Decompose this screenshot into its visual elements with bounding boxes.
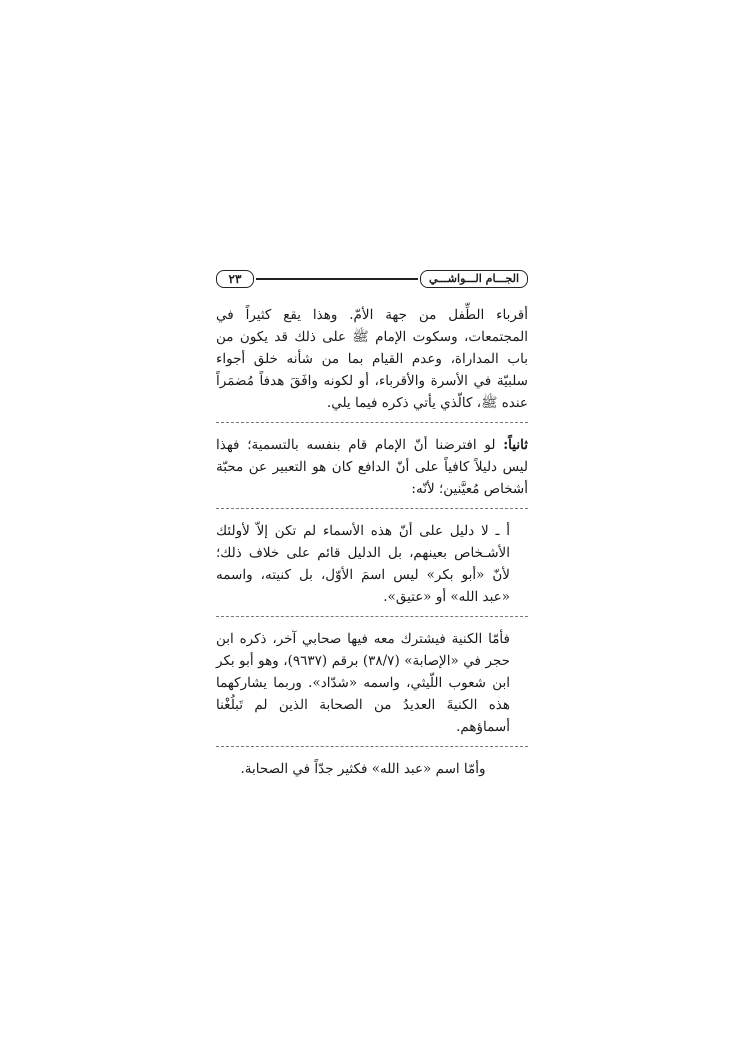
paragraph-3: أ ـ لا دليل على أنّ هذه الأسماء لم تكن إلاّ لأولئك الأشـخاص بعينهم، بل الدليل قائم على خلاف ذلك؛ لأنّ «أبو بكر» ليس اسمَ الأوّل، بل كنيته، واسمه «عبد الله» أو «عتيق». — [216, 523, 510, 605]
page-number: ٢٣ — [216, 270, 254, 288]
paragraph-2 — [216, 434, 528, 500]
paragraph-5: وأمّا اسم «عبد الله» فكثير جدّاً في الصحابة. — [240, 761, 486, 777]
header-rule — [256, 278, 418, 280]
paragraph-4: فأمّا الكنية فيشترك معه فيها صحابي آخر، ذكره ابن حجر في «الإصابة» (٣٨/٧) برقم (٩٦٣٧)، وهو أبو بكر ابن شعوب اللّيثي، واسمه «شدّاد». وربما يشاركهما هذه الكنيةَ العديدُ من الصحابة الذين لم تَبلُغْنا أسماؤهم. — [216, 631, 510, 735]
book-title: الجـــام الـــواشـــي — [420, 270, 528, 288]
paragraph-separator — [216, 616, 528, 618]
paragraph-1: أقرباء الطِّفل من جهة الأمّ. وهذا يقع كثيراً في المجتمعات، وسكوت الإمام ﷺ على ذلك قد يكون من باب المداراة، وعدم القيام بما من شأنه خلق أجواء سلبيّة في الأسرة والأقرباء، أو لكونه وافَقَ هدفاً مُضمَراً عنده ﷺ، كالّذي يأتي ذكره فيما يلي. — [216, 307, 528, 411]
paragraph-2-lead: ثانياً: — [503, 437, 528, 453]
page-body — [216, 304, 528, 780]
page-header — [216, 270, 528, 288]
paragraph-separator — [216, 508, 528, 510]
paragraph-2-text: لو افترضنا أنّ الإمام قام بنفسه بالتسمية؛ فهذا ليس دليلاً كافياً على أنّ الدافع كان هو التعبير عن محبّة أشخاص مُعيَّنين؛ لأنّه: — [216, 437, 528, 497]
paragraph-separator — [216, 422, 528, 424]
paragraph-separator — [216, 746, 528, 748]
